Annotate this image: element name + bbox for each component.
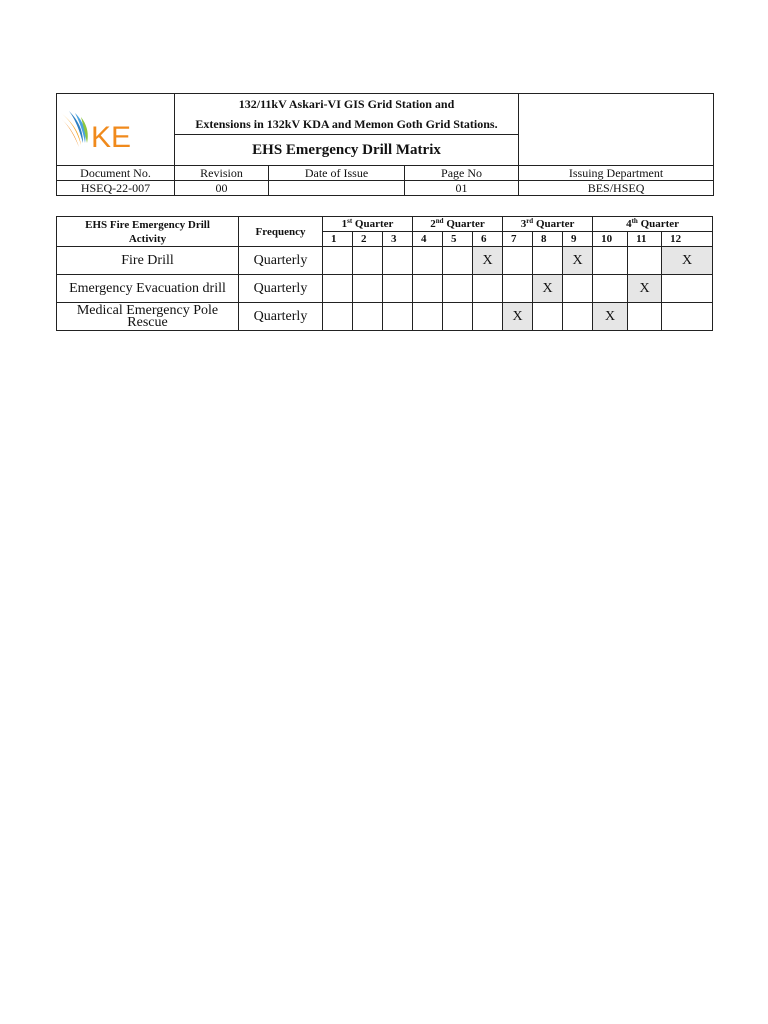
month-cell	[533, 247, 563, 275]
value-document-no: HSEQ-22-007	[57, 181, 175, 196]
month-cell	[443, 247, 473, 275]
month-header: 1	[323, 232, 353, 247]
value-issuing-department: BES/HSEQ	[519, 181, 714, 196]
frequency-value: Quarterly	[239, 247, 323, 275]
drill-matrix-table	[56, 216, 713, 331]
month-cell-marked: X	[628, 275, 662, 303]
month-cell	[413, 247, 443, 275]
month-cell-marked: X	[503, 303, 533, 331]
project-title-line1: 132/11kV Askari-VI GIS Grid Station and	[238, 97, 455, 111]
frequency-value: Quarterly	[239, 303, 323, 331]
month-cell	[628, 303, 662, 331]
month-cell	[593, 275, 628, 303]
label-page-no: Page No	[405, 166, 519, 181]
month-cell	[533, 303, 563, 331]
month-header: 11	[628, 232, 662, 247]
month-header: 8	[533, 232, 563, 247]
month-cell-marked: X	[662, 247, 713, 275]
month-header: 6	[473, 232, 503, 247]
month-cell	[323, 275, 353, 303]
month-cell	[383, 275, 413, 303]
project-title-line2: Extensions in 132kV KDA and Memon Goth Grid Stations.	[195, 117, 498, 131]
quarter-header-2: 2nd Quarter	[413, 217, 503, 232]
quarter-header-4: 4th Quarter	[593, 217, 713, 232]
activity-name: Fire Drill	[57, 247, 239, 275]
label-document-no: Document No.	[57, 166, 175, 181]
project-title-cell	[175, 94, 519, 135]
ke-logo	[57, 109, 155, 153]
table-row	[57, 275, 713, 303]
label-date-of-issue: Date of Issue	[269, 166, 405, 181]
month-cell	[593, 247, 628, 275]
month-cell	[662, 303, 713, 331]
month-cell	[662, 275, 713, 303]
ke-logo-icon	[57, 109, 155, 153]
month-cell	[473, 303, 503, 331]
month-cell	[383, 303, 413, 331]
label-revision: Revision	[175, 166, 269, 181]
month-header: 3	[383, 232, 413, 247]
value-revision: 00	[175, 181, 269, 196]
doc-title: EHS Emergency Drill Matrix	[175, 135, 519, 166]
month-cell-marked: X	[563, 247, 593, 275]
frequency-value: Quarterly	[239, 275, 323, 303]
month-cell	[503, 247, 533, 275]
month-cell	[563, 303, 593, 331]
value-page-no: 01	[405, 181, 519, 196]
month-header: 9	[563, 232, 593, 247]
blank-header-cell	[519, 94, 714, 166]
month-header: 2	[353, 232, 383, 247]
month-cell	[628, 247, 662, 275]
month-cell-marked: X	[473, 247, 503, 275]
month-cell	[353, 303, 383, 331]
logo-cell	[57, 94, 175, 166]
col-header-activity: EHS Fire Emergency Drill Activity	[57, 217, 239, 247]
activity-name: Medical Emergency Pole Rescue	[57, 303, 239, 331]
month-cell	[383, 247, 413, 275]
month-header: 7	[503, 232, 533, 247]
svg-text:KE: KE	[91, 121, 132, 153]
month-cell	[563, 275, 593, 303]
month-cell	[443, 275, 473, 303]
month-cell	[503, 275, 533, 303]
month-header: 4	[413, 232, 443, 247]
month-cell	[443, 303, 473, 331]
quarter-header-3: 3rd Quarter	[503, 217, 593, 232]
month-cell	[323, 303, 353, 331]
month-cell	[353, 247, 383, 275]
document-header-table	[56, 93, 714, 196]
month-header: 12	[662, 232, 713, 247]
month-cell	[413, 275, 443, 303]
quarter-header-1: 1st Quarter	[323, 217, 413, 232]
month-cell	[353, 275, 383, 303]
month-header: 5	[443, 232, 473, 247]
month-header: 10	[593, 232, 628, 247]
month-cell	[413, 303, 443, 331]
month-cell-marked: X	[593, 303, 628, 331]
activity-name: Emergency Evacuation drill	[57, 275, 239, 303]
col-header-frequency: Frequency	[239, 217, 323, 247]
table-row	[57, 247, 713, 275]
value-date-of-issue	[269, 181, 405, 196]
table-row	[57, 303, 713, 331]
month-cell-marked: X	[533, 275, 563, 303]
month-cell	[473, 275, 503, 303]
month-cell	[323, 247, 353, 275]
label-issuing-department: Issuing Department	[519, 166, 714, 181]
